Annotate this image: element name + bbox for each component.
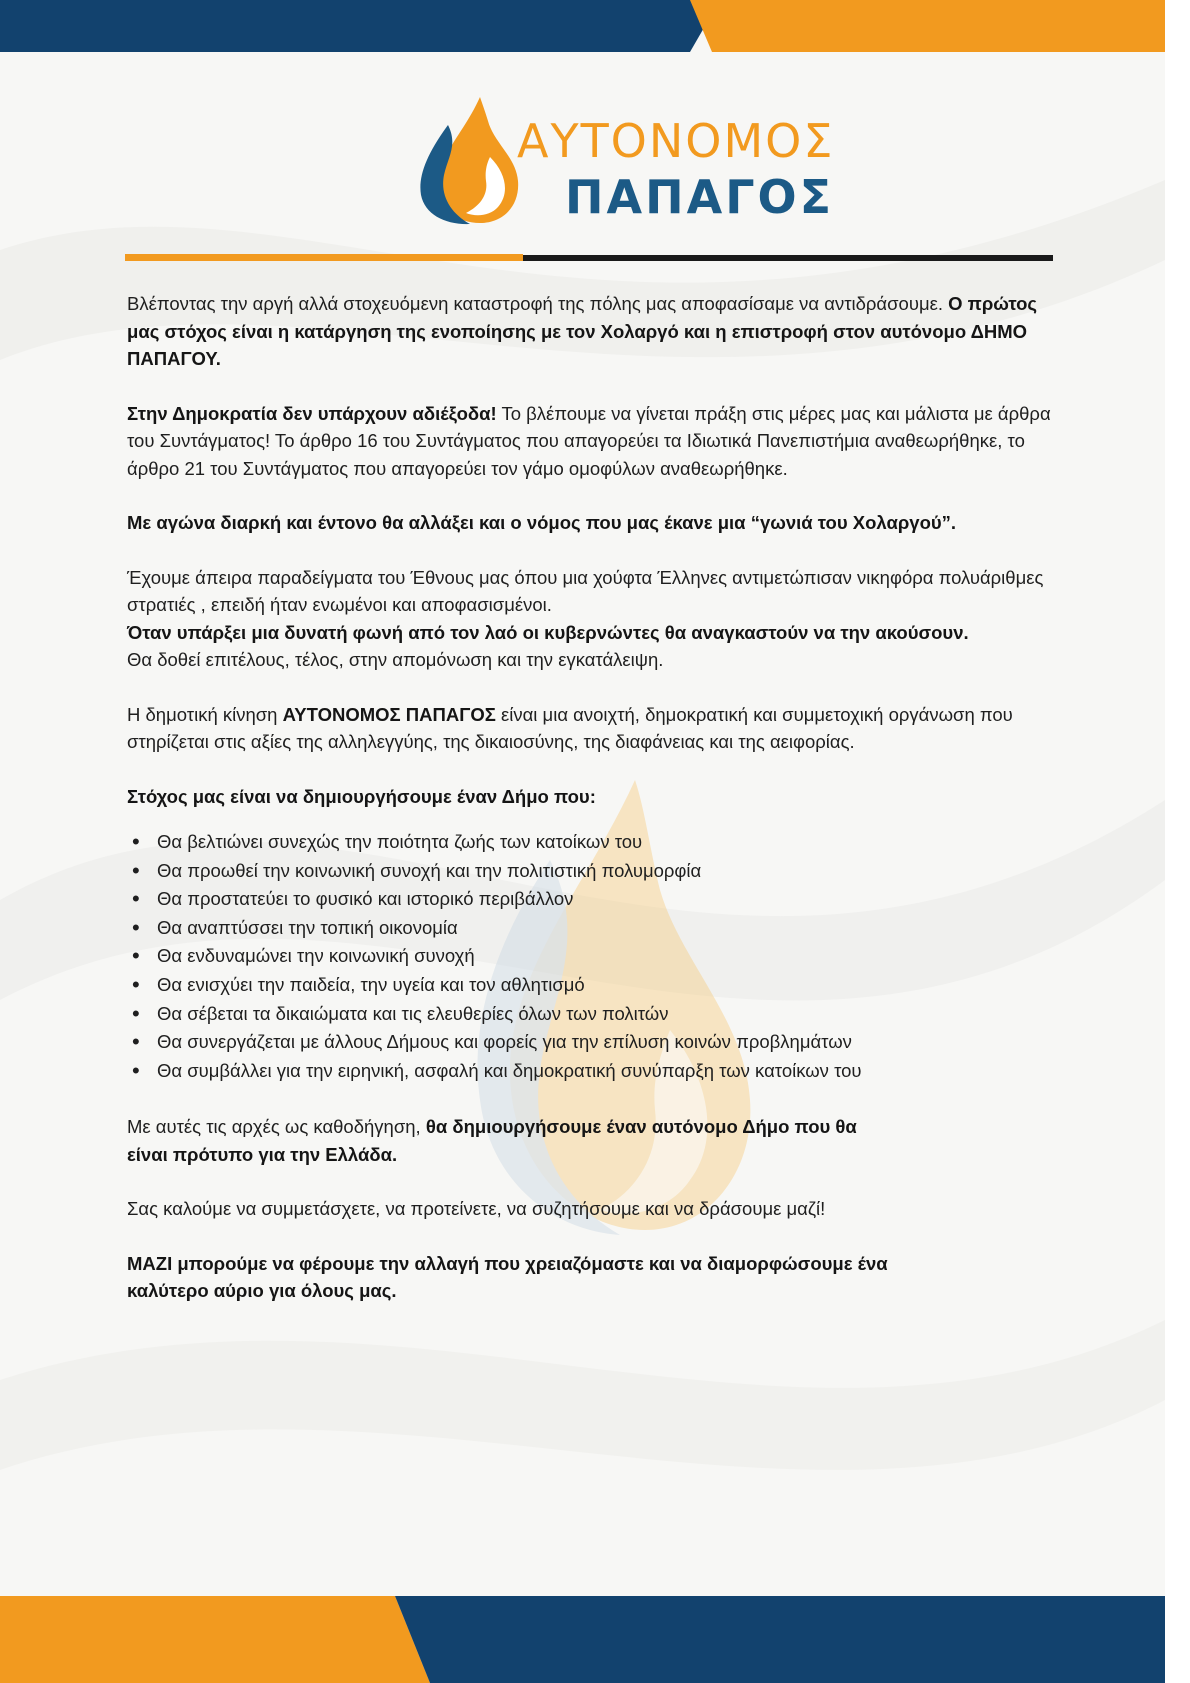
paragraph-invitation-text: Σας καλούμε να συμμετάσχετε, να προτείνετε, να συζητήσουμε και να δράσουμε μαζί! bbox=[127, 1198, 826, 1220]
paragraph-intro-bold: Ο πρώτος μας στόχος είναι η κατάργηση της ενοποίησης με τον Χολαργό και η επιστροφή στον αυτόνομο ΔΗΜΟ ΠΑΠΑΓΟΥ. bbox=[127, 293, 1038, 369]
paragraph-movement-bold: ΑΥΤΟΝΟΜΟΣ ΠΑΠΑΓΟΣ bbox=[282, 703, 496, 725]
list-item: • Θα βελτιώνει συνεχώς την ποιότητα ζωής των κατοίκων του bbox=[157, 828, 1067, 857]
paragraph-democracy bbox=[127, 400, 1067, 483]
paragraph-together-bold: ΜΑΖΙ μπορούμε να φέρουμε την αλλαγή που χρειαζόμαστε και να διαμορφώσουμε ένα καλύτερο αύριο για όλους μας. bbox=[127, 1252, 888, 1302]
goals-list bbox=[127, 828, 1067, 1085]
list-item: • Θα σέβεται τα δικαιώματα και τις ελευθερίες όλων των πολιτών bbox=[157, 1000, 1067, 1029]
paragraph-democracy-bold: Στην Δημοκρατία δεν υπάρχουν αδιέξοδα! bbox=[127, 402, 497, 424]
header-rule-black bbox=[523, 255, 1053, 261]
brand-name-line1: ΑΥΤΟΝΟΜΟΣ bbox=[517, 114, 835, 168]
paragraph-examples-text2: Θα δοθεί επιτέλους, τέλος, στην απομόνωση και την εγκατάλειψη. bbox=[127, 649, 664, 670]
list-item: • Θα προωθεί την κοινωνική συνοχή και την πολιτιστική πολυμορφία bbox=[157, 857, 1067, 886]
paragraph-principles-text: Με αυτές τις αρχές ως καθοδήγηση, bbox=[127, 1116, 426, 1138]
paragraph-struggle-bold: Με αγώνα διαρκή και έντονο θα αλλάξει και ο νόμος που μας έκανε μια “γωνιά του Χολαργού”. bbox=[127, 512, 957, 533]
list-item: • Θα προστατεύει το φυσικό και ιστορικό περιβάλλον bbox=[157, 885, 1067, 914]
paragraph-movement-text: Η δημοτική κίνηση bbox=[127, 703, 283, 725]
list-item: • Θα ενδυναμώνει την κοινωνική συνοχή bbox=[157, 942, 1067, 971]
goals-heading-text: Στόχος μας είναι να δημιουργήσουμε έναν Δήμο που: bbox=[127, 785, 596, 807]
list-item: • Θα συμβάλλει για την ειρηνική, ασφαλή και δημοκρατική συνύπαρξη των κατοίκων του bbox=[157, 1057, 1067, 1086]
goals-heading bbox=[127, 783, 1067, 811]
list-item: • Θα ενισχύει την παιδεία, την υγεία και τον αθλητισμό bbox=[157, 971, 1067, 1000]
paragraph-examples-text: Έχουμε άπειρα παραδείγματα του Έθνους μας όπου μια χούφτα Έλληνες αντιμετώπισαν νικηφόρα πολυάριθμες στρατιές , επειδή ήταν ενωμένοι και αποφασισμένοι. bbox=[127, 566, 1044, 615]
paragraph-principles bbox=[127, 1113, 887, 1168]
list-item: • Θα συνεργάζεται με άλλους Δήμους και φορείς για την επίλυση κοινών προβλημάτων bbox=[157, 1028, 1067, 1057]
header-rule-orange bbox=[125, 254, 523, 261]
paragraph-intro-text: Βλέποντας την αργή αλλά στοχευόμενη καταστροφή της πόλης μας αποφασίσαμε να αντιδράσουμε. bbox=[127, 293, 949, 314]
flyer-body bbox=[127, 290, 1067, 1332]
paragraph-movement-text2: είναι μια ανοιχτή, δημοκρατική και συμμετοχική οργάνωση που στηρίζεται στις αξίες της αλληλεγγύης, της δικαιοσύνης, της διαφάνειας και της αειφορίας. bbox=[127, 703, 1013, 752]
page-margin bbox=[1165, 0, 1190, 1683]
paragraph-examples-bold: Όταν υπάρξει μια δυνατή φωνή από τον λαό οι κυβερνώντες θα αναγκαστούν να την ακούσουν. bbox=[127, 621, 969, 643]
paragraph-democracy-text: Το βλέπουμε να γίνεται πράξη στις μέρες μας και μάλιστα με άρθρα του Συντάγματος! Το άρθρο 16 του Συντάγματος που απαγορεύει τα Ιδιωτικά Πανεπιστήμια αναθεωρήθηκε, το άρθρο 21 του Συντάγματος που απαγορεύει τον γάμο ομοφύλων αναθεωρήθηκε. bbox=[127, 402, 1051, 479]
paragraph-invitation bbox=[127, 1195, 1067, 1223]
paragraph-principles-bold: θα δημιουργήσουμε έναν αυτόνομο Δήμο που θα είναι πρότυπο για την Ελλάδα. bbox=[127, 1116, 857, 1165]
brand-name-line2: ΠΑΠΑΓΟΣ bbox=[565, 170, 835, 224]
top-color-band bbox=[0, 0, 1165, 52]
bottom-color-band bbox=[0, 1596, 1165, 1683]
paragraph-movement bbox=[127, 701, 1067, 756]
list-item: • Θα αναπτύσσει την τοπική οικονομία bbox=[157, 914, 1067, 943]
paragraph-examples bbox=[127, 564, 1067, 674]
paragraph-intro bbox=[127, 290, 1067, 373]
paragraph-struggle bbox=[127, 509, 1067, 537]
paragraph-together bbox=[127, 1250, 957, 1305]
